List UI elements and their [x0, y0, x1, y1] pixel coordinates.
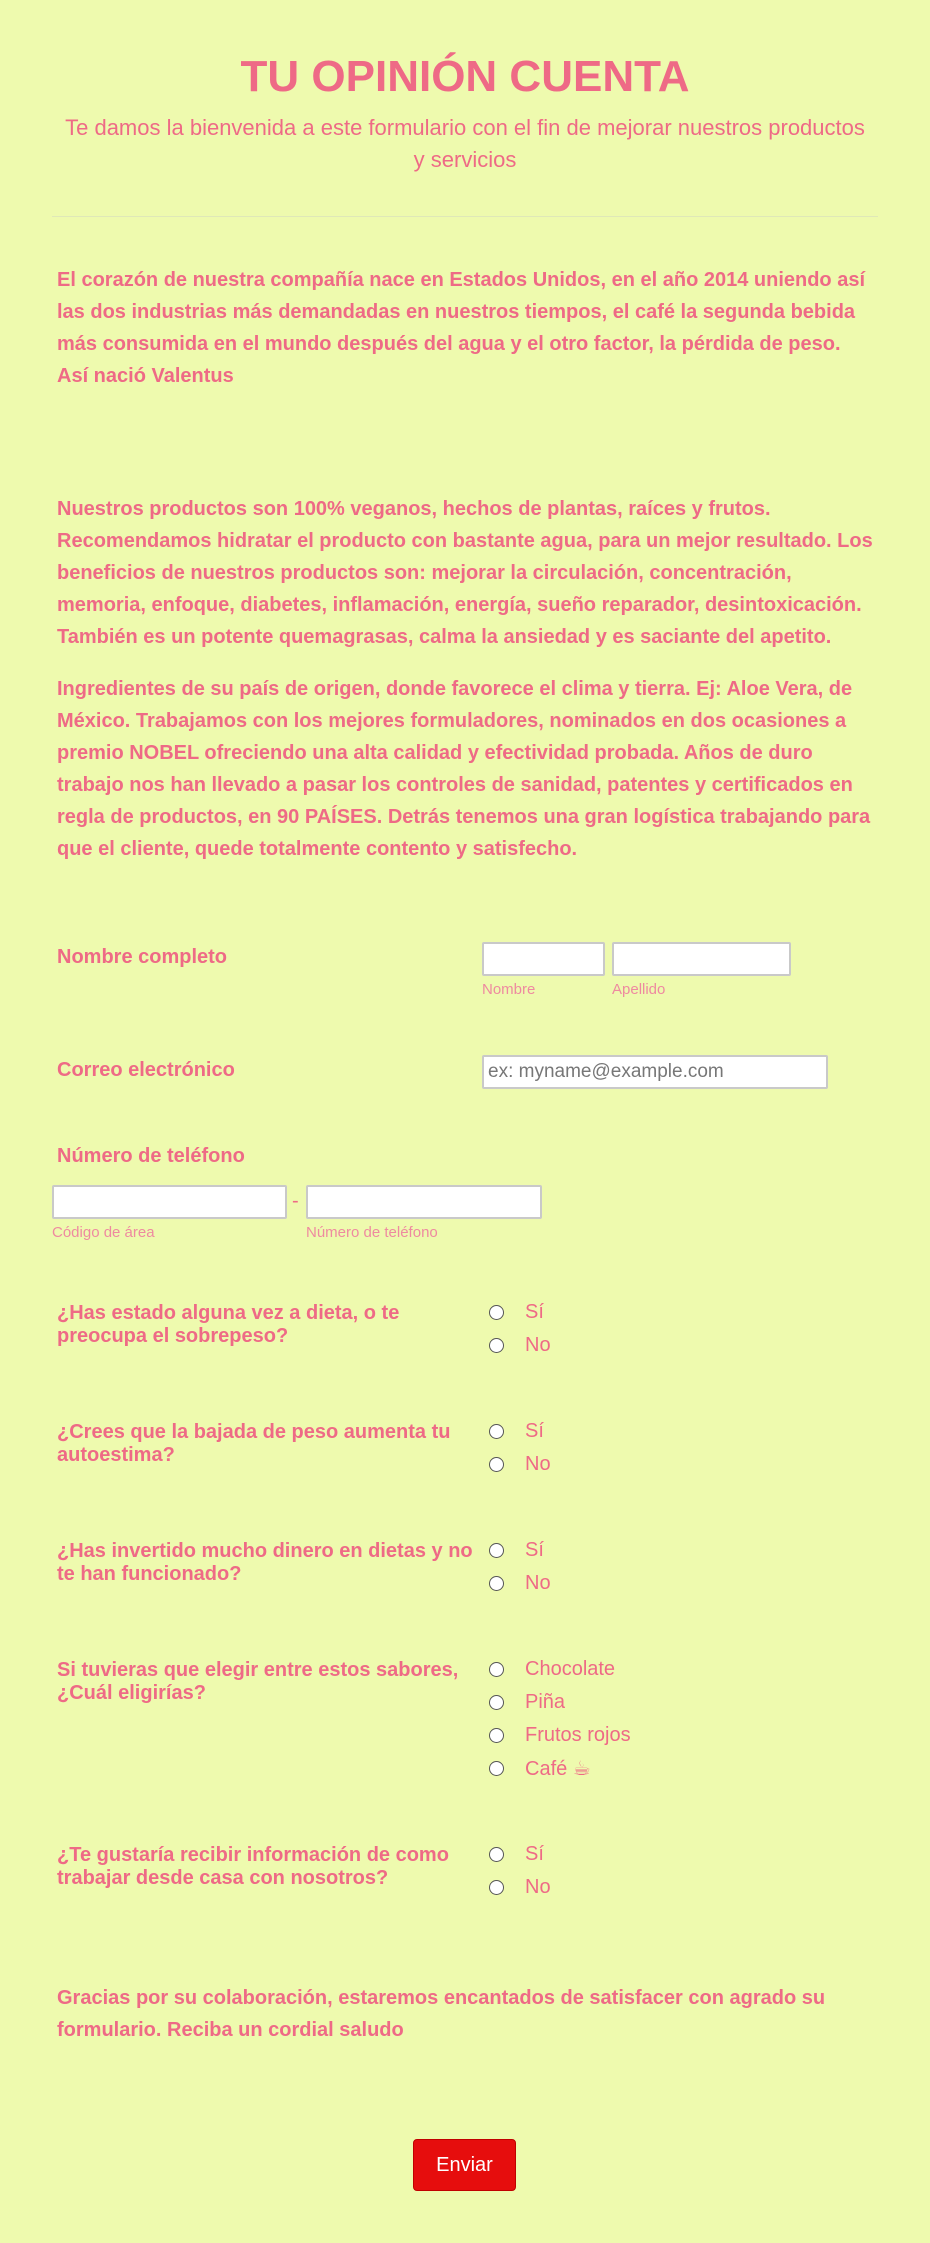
radio-circle-icon[interactable] — [489, 1424, 504, 1439]
page-title: TU OPINIÓN CUENTA — [240, 52, 690, 101]
closing-paragraph: Gracias por su colaboración, estaremos encantados de satisfacer con agrado su formulario. Reciba un cordial saludo — [57, 1987, 826, 2041]
radio-option-label: Sí — [525, 1419, 544, 1442]
radio-circle-icon[interactable] — [489, 1662, 504, 1677]
phone-label: Número de teléfono — [57, 1145, 245, 1167]
radio-option-label: Chocolate — [525, 1657, 616, 1680]
radio-option[interactable] — [489, 1873, 551, 1901]
first-name-sublabel: Nombre — [482, 981, 536, 998]
last-name-sublabel: Apellido — [612, 981, 666, 998]
radio-option[interactable] — [489, 1417, 544, 1445]
radio-option-label: No — [525, 1571, 551, 1594]
radio-option-label: No — [525, 1875, 551, 1898]
radio-option[interactable] — [489, 1331, 551, 1359]
form-header — [0, 0, 930, 217]
page-subtitle: Te damos la bienvenida a este formulario con el fin de mejorar nuestros productos y servicios — [65, 115, 865, 172]
radio-option-label: Sí — [525, 1300, 544, 1323]
intro-paragraph-3: Ingredientes de su país de origen, donde favorece el clima y tierra. Ej: Aloe Vera, de México. Trabajamos con los mejores formuladores, nominados en dos ocasiones a premio NOBEL ofreciendo una alta calidad y efectividad probada. Años de duro trabajo nos han llevado a pasar los controles de sanidad, patentes y certificados en regla de productos, en 90 PAÍSES. Detrás tenemos una gran logística trabajando para que el cliente, quede totalmente contento y satisfecho. — [57, 678, 871, 860]
radio-option-label: No — [525, 1452, 551, 1475]
radio-option-label: No — [525, 1333, 551, 1356]
submit-button[interactable]: Enviar — [413, 2139, 516, 2191]
radio-circle-icon[interactable] — [489, 1457, 504, 1472]
area-code-input[interactable] — [52, 1185, 287, 1219]
radio-option-label: Sí — [525, 1538, 544, 1561]
radio-option[interactable] — [489, 1688, 565, 1716]
header-divider — [52, 216, 878, 217]
radio-option-label: Sí — [525, 1842, 544, 1865]
area-code-sublabel: Código de área — [52, 1224, 155, 1241]
radio-circle-icon[interactable] — [489, 1880, 504, 1895]
intro-paragraph-2: Nuestros productos son 100% veganos, hechos de plantas, raíces y frutos. Recomendamos hidratar el producto con bastante agua, para un mejor resultado. Los beneficios de nuestros productos son: mejorar la circulación, concentración, memoria, enfoque, diabetes, inflamación, energía, sueño reparador, desintoxicación. También es un potente quemagrasas, calma la ansiedad y es saciante del apetito. — [57, 498, 873, 648]
radio-circle-icon[interactable] — [489, 1543, 504, 1558]
radio-option[interactable] — [489, 1721, 631, 1749]
radio-option[interactable] — [489, 1298, 544, 1326]
question-work-home-label: ¿Te gustaría recibir información de como trabajar desde casa con nosotros? — [57, 1844, 449, 1889]
first-name-input[interactable] — [482, 942, 605, 976]
radio-circle-icon[interactable] — [489, 1695, 504, 1710]
question-selfesteem-label: ¿Crees que la bajada de peso aumenta tu autoestima? — [57, 1421, 451, 1466]
question-money-label: ¿Has invertido mucho dinero en dietas y no te han funcionado? — [57, 1540, 473, 1585]
intro-paragraph-1: El corazón de nuestra compañía nace en Estados Unidos, en el año 2014 uniendo así las dos industrias más demandadas en nuestros tiempos, el café la segunda bebida más consumida en el mundo después del agua y el otro factor, la pérdida de peso. Así nació Valentus — [57, 269, 866, 387]
radio-option-label: Café ☕ — [525, 1757, 591, 1780]
radio-option[interactable] — [489, 1655, 615, 1683]
question-flavor-label: Si tuvieras que elegir entre estos sabores, ¿Cuál eligirías? — [57, 1659, 459, 1704]
full-name-label: Nombre completo — [57, 946, 228, 968]
radio-circle-icon[interactable] — [489, 1305, 504, 1320]
radio-option[interactable] — [489, 1754, 591, 1782]
phone-dash: - — [292, 1190, 299, 1212]
phone-number-sublabel: Número de teléfono — [306, 1224, 438, 1241]
radio-option-label: Piña — [525, 1690, 566, 1713]
radio-circle-icon[interactable] — [489, 1728, 504, 1743]
radio-circle-icon[interactable] — [489, 1847, 504, 1862]
email-input[interactable] — [482, 1055, 828, 1089]
phone-number-input[interactable] — [306, 1185, 542, 1219]
radio-option[interactable] — [489, 1536, 544, 1564]
radio-circle-icon[interactable] — [489, 1761, 504, 1776]
radio-option[interactable] — [489, 1840, 544, 1868]
radio-circle-icon[interactable] — [489, 1576, 504, 1591]
last-name-input[interactable] — [612, 942, 791, 976]
email-label: Correo electrónico — [57, 1059, 235, 1081]
question-diet-label: ¿Has estado alguna vez a dieta, o te preocupa el sobrepeso? — [57, 1302, 400, 1347]
radio-circle-icon[interactable] — [489, 1338, 504, 1353]
radio-option[interactable] — [489, 1569, 551, 1597]
radio-option-label: Frutos rojos — [525, 1723, 631, 1746]
radio-option[interactable] — [489, 1450, 551, 1478]
